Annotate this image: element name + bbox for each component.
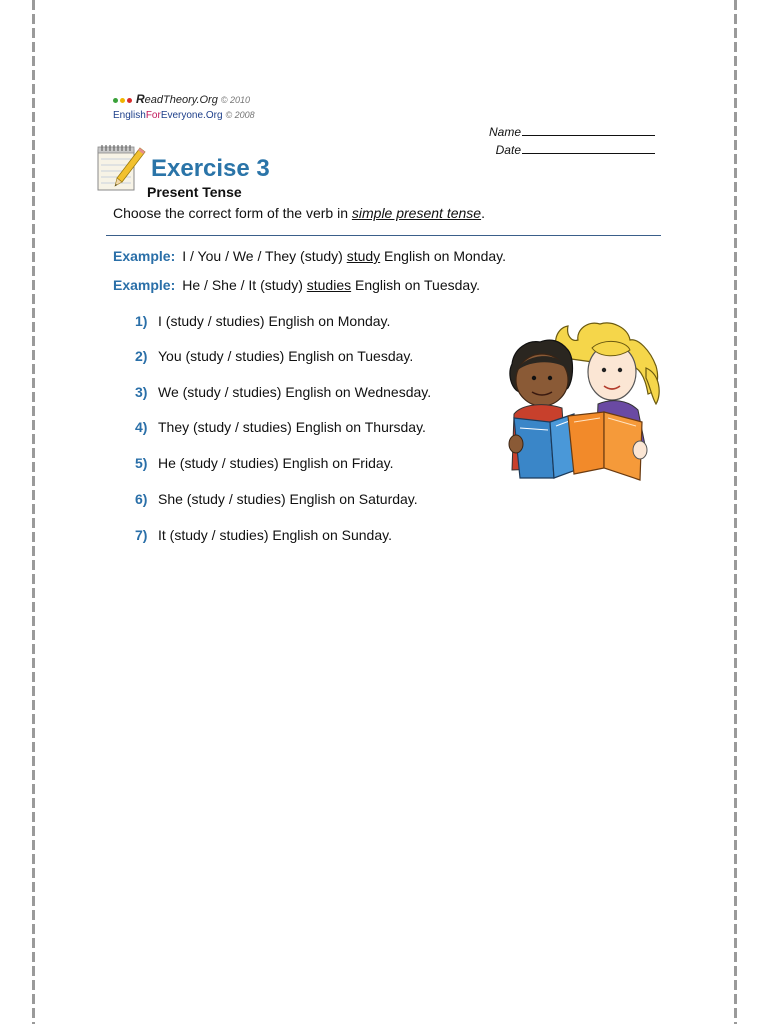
readtheory-logo[interactable] <box>113 92 255 108</box>
question-number: 1) <box>135 313 148 329</box>
question-5[interactable] <box>135 455 394 471</box>
question-text: I (study / studies) English on Monday. <box>158 313 391 329</box>
example-answer: study <box>346 248 381 264</box>
date-field-line[interactable] <box>522 141 655 154</box>
question-text: You (study / studies) English on Tuesday. <box>158 348 414 364</box>
date-label: Date <box>495 143 521 157</box>
question-number: 2) <box>135 348 148 364</box>
question-number: 7) <box>135 527 148 543</box>
example-answer: studies <box>306 277 352 293</box>
example-label: Example: <box>113 248 176 264</box>
question-3[interactable] <box>135 384 431 400</box>
exercise-title: Exercise 3 <box>151 155 270 182</box>
readtheory-name: ReadTheory.Org <box>136 92 218 106</box>
question-1[interactable] <box>135 313 390 329</box>
question-2[interactable] <box>135 348 413 364</box>
notepad-pencil-icon <box>96 144 146 192</box>
green-dot-icon <box>113 98 118 103</box>
branding <box>113 92 255 123</box>
question-text: She (study / studies) English on Saturday. <box>158 491 418 507</box>
question-number: 3) <box>135 384 148 400</box>
question-text: They (study / studies) English on Thursday. <box>158 419 426 435</box>
question-text: He (study / studies) English on Friday. <box>158 455 394 471</box>
kids-reading-illustration <box>500 318 666 490</box>
example-2: Example: He / She / It (study) studies English on Tuesday. <box>113 277 481 293</box>
section-divider <box>106 235 661 236</box>
question-text: It (study / studies) English on Sunday. <box>158 527 392 543</box>
date-row <box>470 141 655 159</box>
efe-name: EnglishForEveryone.Org <box>113 110 223 121</box>
question-4[interactable] <box>135 419 426 435</box>
exercise-subtitle: Present Tense <box>147 184 242 200</box>
name-row <box>470 123 655 141</box>
example-1: Example: I / You / We / They (study) study English on Monday. <box>113 248 506 264</box>
instructions: Choose the correct form of the verb in simple present tense. <box>113 205 485 221</box>
example-label: Example: <box>113 277 176 293</box>
question-number: 6) <box>135 491 148 507</box>
efe-copyright: © 2008 <box>225 110 255 120</box>
question-number: 4) <box>135 419 148 435</box>
page-edge-right <box>734 0 737 1024</box>
question-text: We (study / studies) English on Wednesday. <box>158 384 432 400</box>
efe-logo[interactable] <box>113 108 255 123</box>
name-date-block <box>470 123 655 159</box>
name-field-line[interactable] <box>522 123 655 136</box>
red-dot-icon <box>127 98 132 103</box>
orange-book <box>568 412 642 480</box>
name-label: Name <box>488 125 521 139</box>
page-edge-left <box>32 0 35 1024</box>
question-7[interactable] <box>135 527 392 543</box>
question-number: 5) <box>135 455 148 471</box>
question-6[interactable] <box>135 491 418 507</box>
yellow-dot-icon <box>120 98 125 103</box>
readtheory-copyright: © 2010 <box>220 94 250 105</box>
